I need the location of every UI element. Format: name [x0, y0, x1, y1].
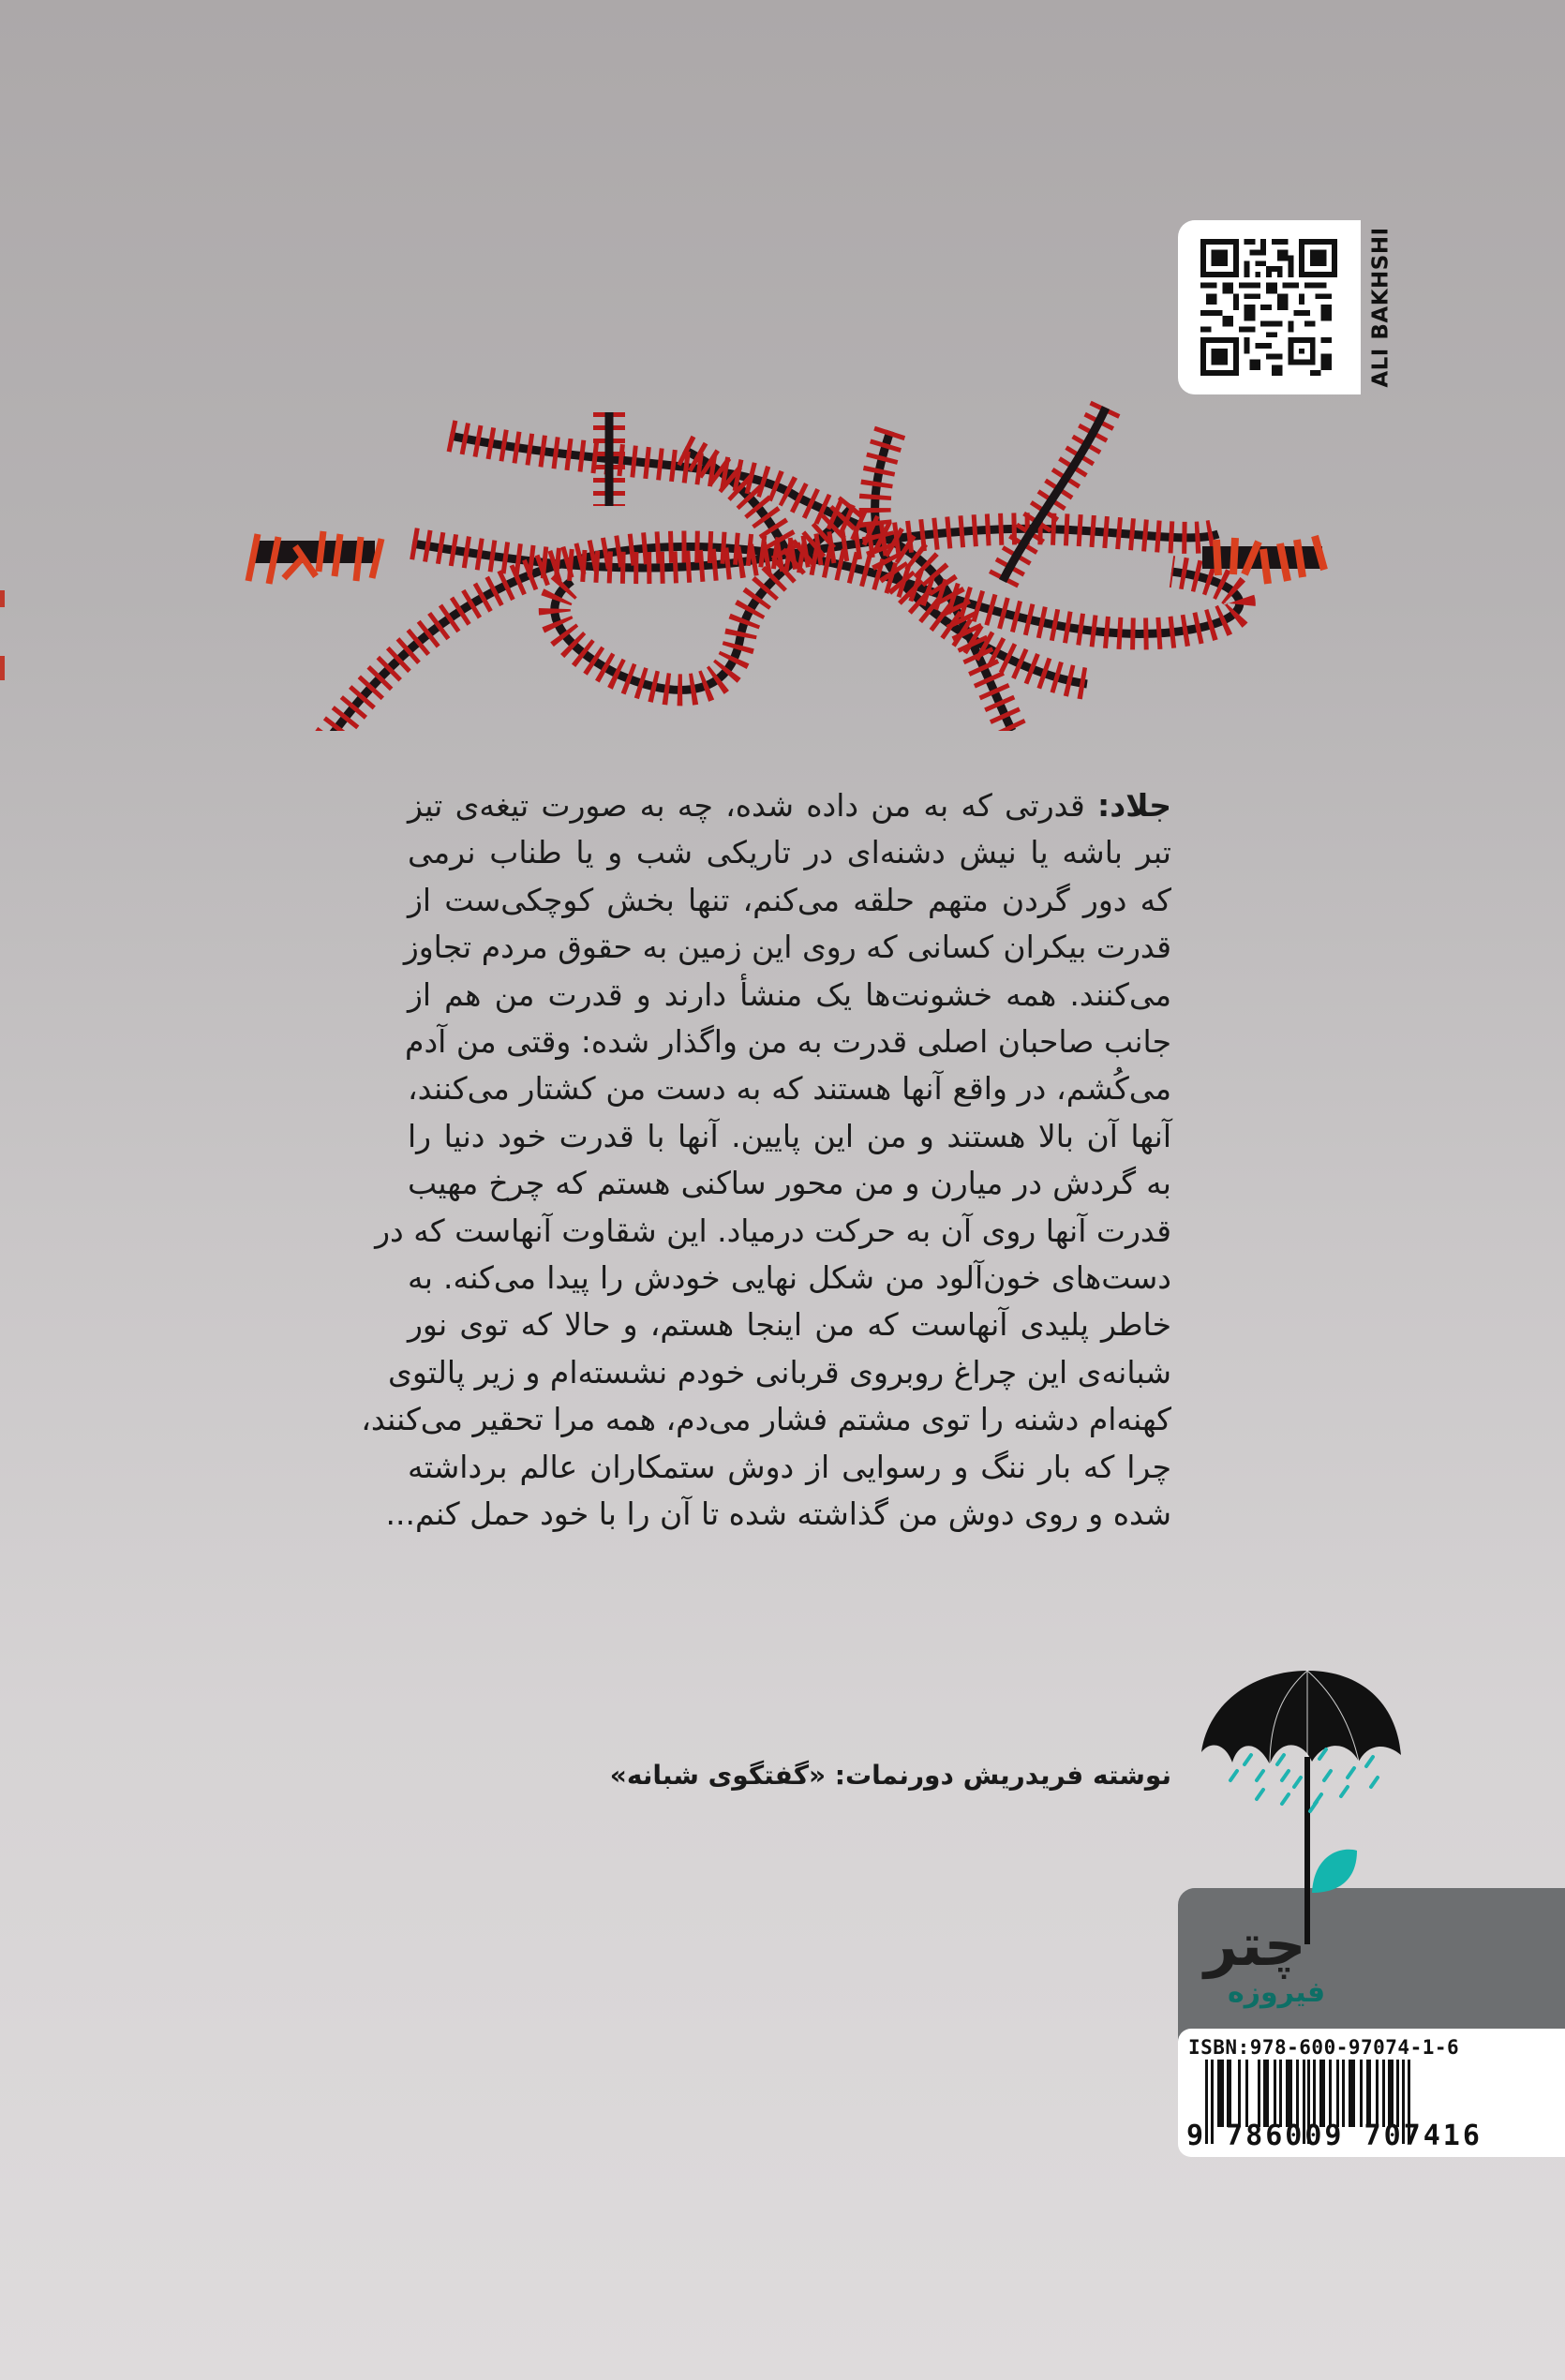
excerpt-line: که دور گردن متهم حلقه می‌کنم، تنها بخش کوچکی‌ست از	[408, 881, 1171, 918]
qr-code-card[interactable]	[1178, 220, 1361, 394]
right-track-fragment	[1198, 532, 1338, 588]
publisher-subname: فیروزه	[1228, 1976, 1326, 2009]
excerpt-line: تبر باشه یا نیش دشنه‌ای در تاریکی شب و یا طناب نرمی	[408, 834, 1171, 871]
umbrella-with-rain-and-leaf-icon	[1190, 1663, 1406, 1944]
excerpt-line: آنها آن بالا هستند و من این پایین. آنها با قدرت خود دنیا را	[408, 1117, 1171, 1154]
left-track-fragment	[230, 529, 389, 586]
isbn-label: ISBN:978-600-97074-1-6	[1188, 2036, 1460, 2059]
excerpt-line: کهنه‌ام دشنه را توی مشتم فشار می‌دم، همه مرا تحقیر می‌کنند،	[361, 1401, 1171, 1438]
designer-credit	[1361, 220, 1402, 394]
speaker-label: جلاد:	[1097, 787, 1171, 824]
excerpt-line: قدرت بیکران کسانی که روی این زمین به حقوق مردم تجاوز	[403, 929, 1171, 966]
publisher-name: چتر	[1204, 1911, 1306, 1979]
excerpt-line: جلاد: قدرتی که به من داده شده، چه به صورت تیغه‌ی تیز	[408, 787, 1171, 824]
excerpt-line: جانب صاحبان اصلی قدرت به من واگذار شده: وقتی من آدم	[405, 1023, 1171, 1061]
excerpt-line: به گردش در میارن و من محور ساکنی هستم که چرخ مهیب	[408, 1165, 1171, 1202]
spine-edge-marks	[0, 525, 7, 693]
excerpt-line: شده و روی دوش من گذاشته شده تا آن را با خود حمل کنم...	[385, 1495, 1171, 1533]
excerpt-line: خاطر پلیدی آنهاست که من اینجا هستم، و حالا که توی نور	[408, 1306, 1171, 1344]
excerpt-line: می‌کنند. همه خشونت‌ها یک منشأ دارند و قدرت من هم از	[408, 975, 1171, 1013]
excerpt-line: می‌کُشم، در واقع آنها هستند که به دست من کشتار می‌کنند،	[408, 1070, 1171, 1108]
excerpt-line: دست‌های خون‌آلود من شکل نهایی خودش را پیدا می‌کنه. به	[408, 1259, 1171, 1297]
qr-code-icon	[1199, 239, 1339, 376]
excerpt-line: قدرت آنها روی آن به حرکت درمیاد. این شقاوت آنهاست که در	[375, 1212, 1171, 1249]
author-attribution: نوشته فریدریش دورنمات: «گفتگوی شبانه»	[609, 1760, 1171, 1791]
excerpt-line: شبانه‌ی این چراغ روبروی قربانی خودم نشسته‌ام و زیر پالتوی	[388, 1353, 1171, 1391]
barcode-digits: 9 786009 707416	[1186, 2120, 1483, 2152]
excerpt-line: چرا که بار ننگ و رسوایی از دوش ستمکاران عالم برداشته	[408, 1448, 1171, 1485]
back-cover-excerpt	[361, 782, 1171, 1539]
designer-credit-text: ALI BAKHSHI	[1369, 227, 1394, 388]
